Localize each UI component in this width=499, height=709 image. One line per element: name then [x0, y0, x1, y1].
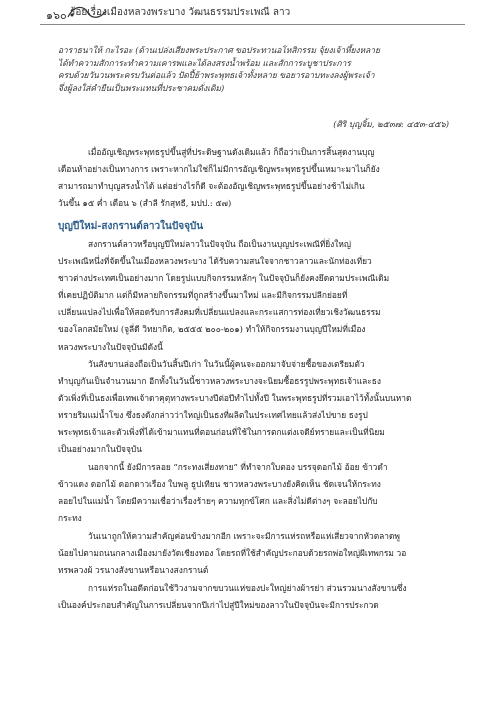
- text-line: วันเนาถูกให้ความสำคัญค่อนข้างมากอีก เพราะจะมีการแห่รถหรือแห่เสี่ยวจากหัวตลาดพู: [88, 531, 400, 541]
- paragraph-1: [58, 144, 460, 212]
- text-line: ลอยไปในแม่น้ำ โดยมีความเชื่อว่าเรื่องร้ายๆ ความทุกข์โศก และสิ่งไม่ดีต่างๆ จะลอยไปกับ: [58, 496, 378, 507]
- text-line: ตัวเพิ่งที่เป็นธงเพื่อเทพเจ้าดาคุตุทางพระบางปีต่อปีทำไปทั้งปี ในพระพุทธรูปที่รวมเอาไว้ทั้งนั้นบนหาด: [58, 393, 412, 404]
- text-line: การแห่รถในอดีตก่อนใช้วิวงามจากขบวนเเห่ของปะใหญ่ย่างผ้ารย่า ส่วนรวมนางสังขานซึ่ง: [88, 583, 407, 593]
- text-line: วันขึ้น ๑๕ ค่ำ เดือน ๖ (สำลี รักสุทธี, มปป.: ๕๗): [58, 198, 232, 209]
- text-line: ทรพลวงผ้ วรนางสังขานหรือนางสงกรานต์: [58, 565, 209, 576]
- text-line: ประเพณีหนึ่งที่จัดขึ้นในเมืองหลวงพระบาง ได้รับความสนใจจากชาวลาวและนักท่องเที่ยว: [58, 256, 372, 267]
- quote-line: ได้ทำความสักการะทำความเคารพและได้ลงสรงน้ำพร้อม และสักการะบูชาประการ: [58, 57, 351, 68]
- text-line: ทรายริมแม่น้ำโขง ซึ่งธงดังกล่าวว่าใหญ่เป็นธงที่ผลิตในประเทศไทยแล้วส่งไปขาย ธงรูป: [58, 410, 368, 421]
- text-line: เดือนห้าอย่างเป็นทางการ เพราะหากไม่ใช่ก็ไม่มีการอัญเชิญพระพุทธรูปขึ้นเหมาะมาไนก็ยัง: [58, 164, 380, 175]
- text-line: ชาวต่างประเทศเป็นอย่างมาก โดยรูปแบบกิจกรรมหลักๆ ในปัจจุบันก็ยังคงยึดตามประเพณีเดิม: [58, 273, 390, 284]
- header-divider: [40, 24, 465, 25]
- text-line: นอกจากนี้ ยังมีการลอย “กระทงเสี่ยงทาย” ที่ทำจากใบตอง บรรจุดอกไม้ อ้อย ข้าวดำ: [88, 462, 388, 472]
- quote-line: ครบด้วยวันวนพระครบวันต่อแล้ว ปัดปี้ย้าพระพุทธเจ้าทั้งหลาย ขอยารอาบทะงลงผู้พระเจ้า: [58, 70, 375, 81]
- quote-line: จึ่งผู้ลงใส่คำยืนเป็นพระแทนที่ประชาคมดั่งเดิม): [58, 83, 225, 94]
- text-line: สามารถมาทำบุญสรงน้ำได้ แต่อย่างไรก็ดี จะต้องอัญเชิญพระพุทธรูปขึ้นอย่างช้าไม่เกิน: [58, 181, 365, 192]
- paragraph-6: [58, 580, 460, 614]
- running-header-title: ร้อยเรื่องเมืองหลวงพระบาง วัฒนธรรมประเพณี ลาว: [70, 7, 291, 18]
- paragraph-4: [58, 459, 460, 527]
- text-line: เมื่ออัญเชิญพระพุทธรูปขึ้นสู่ที่ประดิษฐานดังเดิมแล้ว ก็ถือว่าเป็นการสิ้นสุดงานบุญ: [88, 147, 375, 157]
- quote-line: อาราธนาให้ กะไรอะ (ด้านเปล่งเสียงพระประกาศ ขอประทานอโหสิกรรม จุ้ยงเจ้าหึ้ยงหลาย: [58, 45, 380, 55]
- text-line: กระทง: [58, 513, 82, 524]
- text-line: หลวงพระบางในปัจจุบันมีดังนี้: [58, 341, 163, 352]
- text-line: สงกรานต์ลาวหรือบุญปีใหม่ลาวในปัจจุบัน ถือเป็นงานบุญประเพณีที่ยิ่งใหญ่: [88, 239, 352, 249]
- paragraph-2: [58, 236, 460, 356]
- section-heading: บุญปีใหม่-สงกรานต์ลาวในปัจจุบัน: [58, 221, 204, 232]
- quote-citation: (ศิริ บุญจิ้ม, ๒๕๓๗: ๔๕๓-๔๕๖): [333, 119, 449, 129]
- paragraph-5: [58, 528, 460, 579]
- text-line: ของโลกสมัยใหม่ (จูลี่ดี วิทยากิต, ๒๕๕๕ ๒๐๐-๒๐๑) ทำให้กิจกรรมงานบุญปีใหม่ที่เมือง: [58, 324, 366, 335]
- quote-block: [58, 44, 460, 95]
- text-line: เปลี่ยนแปลงไปเพื่อให้สอดรับการสังคมที่เปลี่ยนแปลงและกระแสการท่องเที่ยวเชิงวัฒนธรรม: [58, 307, 381, 318]
- paragraph-3: [58, 356, 460, 459]
- text-line: ที่เคยปฏิบัติมาก แต่ก็มีหลายกิจกรรมที่ถูกสร้างขึ้นมาใหม่ และมีกิจกรรมปลีกย่อยที่: [58, 290, 348, 301]
- text-line: เป็นอย่างมากในปัจจุบัน: [58, 444, 142, 455]
- page-number: ๑๖๐: [46, 9, 67, 22]
- text-line: พระพุทธเจ้าและตัวเพิ่งที่ได้เข้ามาแทนที่ตอนก่อนที่ใช้ในการตกแต่งเจดีย์ทรายและเป็นที่นิยม: [58, 427, 385, 438]
- page-header: [0, 0, 499, 32]
- text-line: น้อยไปตามถนนกลางเมืองมายังวัดเชียงทอง โดยรถที่ใช้สำคัญประกอบด้วยรถพ่อใหญ่ผีเทพกรม วอ: [58, 548, 407, 559]
- text-line: ทำบุญกันเป็นจำนวนมาก อีกทั้งในวันนี้ชาวหลวงพระบางจะนิยมซื้อธรรูปพระพุทธเจ้าและธง: [58, 376, 382, 387]
- text-line: วันสังขานล่องถือเป็นวันสิ้นปีเก่า ในวันนี้ผู้คนจะออกมาจับจ่ายซื้อของเตรียมตัว: [88, 359, 365, 369]
- text-line: ข้าวแดง ดอกไม้ ดอกดาวเรือง ใบพลู ธูปเทียน ชาวหลวงพระบางยังคิดเห็น ชัดเจนให้กระทง: [58, 479, 381, 490]
- text-line: เป็นองค์ประกอบสำคัญในการเปลี่ยนจากปีเก่าไปสู่ปีใหม่ของลาวในปัจจุบันจะมีการประกวด: [58, 600, 379, 611]
